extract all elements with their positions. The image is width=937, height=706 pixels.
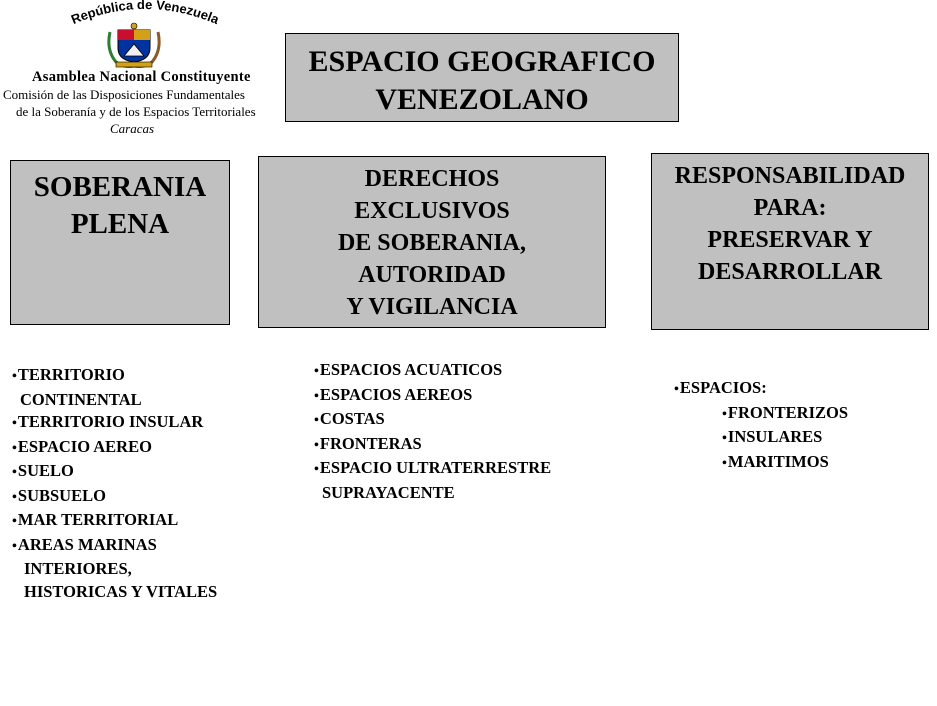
list-item: •ESPACIO ULTRATERRESTRE xyxy=(314,458,552,477)
box-line: PRESERVAR Y xyxy=(707,226,873,253)
list-item: •TERRITORIO INSULAR xyxy=(12,412,204,431)
list-item: •FRONTERAS xyxy=(314,433,422,453)
list-item-continuation: CONTINENTAL xyxy=(20,389,142,409)
list-item: •FRONTERIZOS xyxy=(722,402,849,422)
list-item: •MARITIMOS xyxy=(722,451,829,471)
bullet-icon: • xyxy=(314,437,319,453)
derechos-list xyxy=(314,359,551,504)
list-item-continuation: SUPRAYACENTE xyxy=(322,482,455,502)
box-line: DE SOBERANIA, xyxy=(337,229,527,256)
list-item-continuation: INTERIORES, xyxy=(24,559,132,578)
bullet-icon: • xyxy=(12,440,17,456)
responsabilidad-list xyxy=(674,377,848,475)
list-item: •TERRITORIO xyxy=(12,365,125,384)
list-item: •COSTAS xyxy=(314,409,385,428)
bullet-icon: • xyxy=(722,406,727,422)
institution-header xyxy=(0,0,285,140)
list-item: •ESPACIOS ACUATICOS xyxy=(314,360,503,379)
box-line: PLENA xyxy=(70,207,170,240)
box-line: Y VIGILANCIA xyxy=(346,293,518,320)
list-item: •SUELO xyxy=(12,461,74,480)
box-line: PARA: xyxy=(753,194,827,221)
bullet-icon: • xyxy=(722,455,727,471)
list-item: •ESPACIO AEREO xyxy=(12,436,152,456)
box-line: EXCLUSIVOS xyxy=(354,197,510,224)
bullet-icon: • xyxy=(12,489,17,505)
bullet-icon: • xyxy=(674,382,679,397)
box-line: AUTORIDAD xyxy=(358,261,506,288)
bullet-icon: • xyxy=(12,538,17,554)
list-item: •SUBSUELO xyxy=(12,485,106,505)
soberania-list xyxy=(12,364,217,603)
box-line: SOBERANIA xyxy=(33,171,207,203)
bullet-icon: • xyxy=(314,462,319,477)
responsabilidad-box xyxy=(651,153,929,330)
bullet-icon: • xyxy=(314,388,319,404)
bullet-icon: • xyxy=(314,413,319,428)
list-item-continuation: HISTORICAS Y VITALES xyxy=(24,581,218,601)
box-line: DERECHOS xyxy=(364,166,500,192)
derechos-exclusivos-box xyxy=(258,156,606,328)
bullet-icon: • xyxy=(12,514,17,529)
list-item: •ESPACIOS AEREOS xyxy=(314,384,473,404)
coat-of-arms-icon xyxy=(104,22,164,68)
commission-line-1: Comisión de las Disposiciones Fundamentales xyxy=(3,87,245,102)
bullet-icon: • xyxy=(12,465,17,480)
list-item: •AREAS MARINAS xyxy=(12,534,157,554)
bullet-icon: • xyxy=(12,369,17,384)
soberania-plena-box xyxy=(10,160,230,325)
bullet-icon: • xyxy=(722,431,727,446)
list-item: •MAR TERRITORIAL xyxy=(12,510,179,529)
bullet-icon: • xyxy=(314,364,319,379)
commission-line-2: de la Soberanía y de los Espacios Territoriales xyxy=(16,104,256,119)
list-item: •INSULARES xyxy=(722,427,823,446)
page-title-box xyxy=(285,33,679,122)
box-line: DESARROLLAR xyxy=(697,258,883,285)
page-title-line: ESPACIO GEOGRAFICO xyxy=(308,45,656,78)
box-line: RESPONSABILIDAD xyxy=(674,163,906,189)
bullet-icon: • xyxy=(12,416,17,431)
page-title-line: VENEZOLANO xyxy=(375,82,589,116)
assembly-name: Asamblea Nacional Constituyente xyxy=(32,69,251,85)
city-label: Caracas xyxy=(110,121,155,136)
list-heading: •ESPACIOS: xyxy=(674,378,767,397)
republic-label: República de Venezuela xyxy=(68,0,222,28)
